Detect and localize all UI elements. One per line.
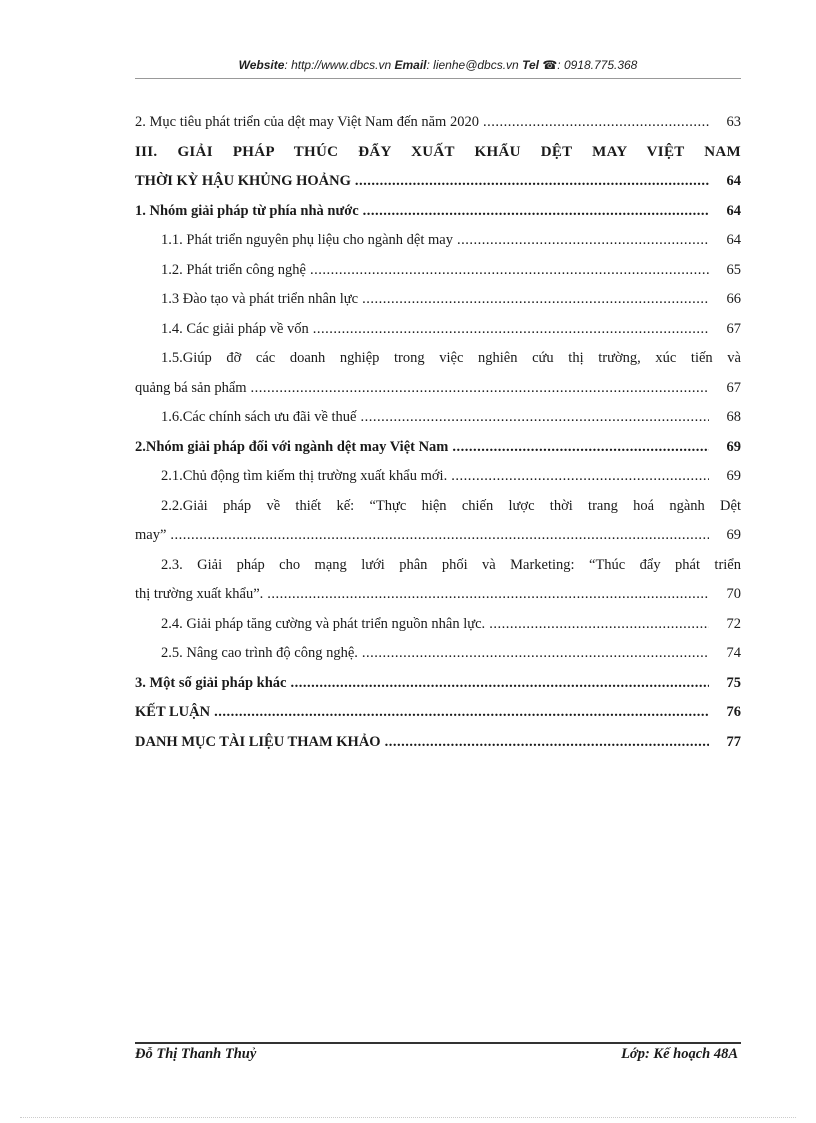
toc-entry-text: 1.4. Các giải pháp về vốn: [161, 320, 309, 337]
page-header: [135, 58, 741, 78]
toc-entry-text: 1.3 Đào tạo và phát triển nhân lực: [161, 291, 359, 307]
toc-entry: [135, 610, 741, 640]
toc-entry-text: THỜI KỲ HẬU KHỦNG HOẢNG: [135, 173, 351, 189]
email-label: Email: [394, 58, 427, 72]
toc-entry-text: 1.1. Phát triển nguyên phụ liệu cho ngành dệt may: [161, 232, 453, 248]
toc-entry: [135, 256, 741, 286]
toc-entry-text: KẾT LUẬN: [135, 704, 211, 720]
toc-entry: [135, 433, 741, 463]
toc-entry-text: 1.2. Phát triển công nghệ: [161, 261, 306, 278]
toc-entry-page: 68: [726, 409, 741, 425]
toc-entry-page: 69: [726, 468, 741, 484]
toc-entry-page: 69: [726, 438, 741, 455]
table-of-contents: [135, 108, 741, 757]
toc-entry-text: 1.6.Các chính sách ưu đãi về thuế: [161, 409, 357, 425]
toc-entry-text: thị trường xuất khẩu”.: [135, 586, 264, 602]
toc-entry-page: 74: [726, 645, 741, 661]
footer-author: Đỗ Thị Thanh Thuỷ: [135, 1046, 257, 1062]
toc-entry: [135, 580, 741, 610]
toc-entry-page: 64: [726, 232, 741, 248]
toc-entry-text: 2.Nhóm giải pháp đối với ngành dệt may Việt Nam: [135, 438, 449, 455]
toc-entry: [135, 374, 741, 404]
toc-entry-page: 75: [726, 674, 741, 691]
tel-value: : 0918.775.368: [557, 58, 638, 72]
toc-entry-page: 64: [726, 173, 741, 189]
phone-icon: ☎: [542, 58, 558, 72]
tel-label: Tel: [522, 58, 539, 72]
toc-entry-page: 72: [726, 615, 741, 632]
toc-entry-text: 2.5. Nâng cao trình độ công nghệ.: [161, 645, 358, 661]
toc-entry-text: 2.1.Chủ động tìm kiếm thị trường xuất khẩu mới.: [161, 468, 448, 484]
toc-entry-text: 2. Mục tiêu phát triển của dệt may Việt Nam đến năm 2020: [135, 114, 479, 130]
email-value: : lienhe@dbcs.vn: [426, 58, 519, 72]
page-bottom-border: [20, 1117, 796, 1118]
toc-entry: [135, 315, 741, 345]
toc-entry: [135, 226, 741, 256]
toc-entry: [135, 108, 741, 138]
toc-entry: [135, 403, 741, 433]
toc-entry-text: 2.4. Giải pháp tăng cường và phát triển nguồn nhân lực.: [161, 615, 486, 632]
toc-entry-line1: 2.2.Giải pháp về thiết kế: “Thực hiện chiến lược thời trang hoá ngành Dệt: [161, 497, 741, 514]
toc-entry: [135, 197, 741, 227]
toc-entry-line1: 1.5.Giúp đỡ các doanh nghiệp trong việc nghiên cứu thị trường, xúc tiến và: [161, 350, 741, 366]
header-rule: [135, 78, 741, 79]
toc-entry-page: 65: [726, 261, 741, 278]
toc-entry-text: 3. Một số giải pháp khác: [135, 674, 287, 691]
toc-entry-page: 77: [726, 733, 741, 750]
toc-entry: [135, 167, 741, 197]
footer-rule: [135, 1042, 741, 1044]
toc-entry: [135, 669, 741, 699]
toc-entry: [135, 462, 741, 492]
toc-entry-text: 1. Nhóm giải pháp từ phía nhà nước: [135, 202, 359, 219]
toc-entry: [135, 285, 741, 315]
toc-entry-text: DANH MỤC TÀI LIỆU THAM KHẢO: [135, 733, 381, 750]
toc-entry: [135, 521, 741, 551]
toc-entry-page: 76: [726, 704, 741, 720]
footer-class: Lớp: Kế hoạch 48A: [621, 1046, 738, 1062]
toc-entry: [135, 698, 741, 728]
toc-entry-text: quảng bá sản phẩm: [135, 379, 247, 396]
toc-entry: [135, 728, 741, 758]
toc-entry-page: 63: [726, 114, 741, 130]
toc-entry-page: 67: [726, 379, 741, 396]
website-value: : http://www.dbcs.vn: [284, 58, 392, 72]
website-label: Website: [238, 58, 285, 72]
toc-entry-page: 67: [726, 320, 741, 337]
toc-entry-text: may”: [135, 527, 167, 543]
toc-entry-line1: 2.3. Giải pháp cho mạng lưới phân phối và Marketing: “Thúc đẩy phát triển: [161, 556, 741, 573]
toc-entry-line1: III. GIẢI PHÁP THÚC ĐẨY XUẤT KHẨU DỆT MAY VIỆT NAM: [135, 143, 741, 160]
toc-entry-page: 66: [726, 291, 741, 307]
toc-entry: [135, 639, 741, 669]
toc-entry-page: 64: [726, 202, 741, 219]
toc-entry-page: 70: [726, 586, 741, 602]
toc-entry-page: 69: [726, 527, 741, 543]
